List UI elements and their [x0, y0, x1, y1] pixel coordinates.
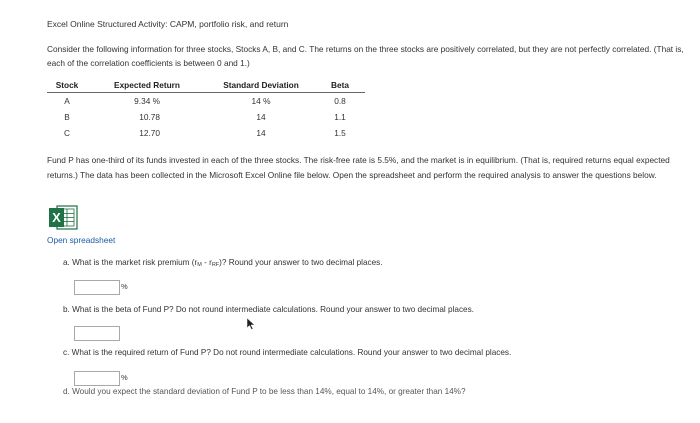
cell-expected-return: 10.78 — [139, 112, 160, 122]
table-row — [47, 109, 365, 125]
excel-icon[interactable] — [48, 205, 78, 230]
answer-a-input[interactable] — [74, 280, 120, 295]
question-a-prefix: a. What is the market risk premium (r — [63, 258, 198, 267]
cell-expected-return: 12.70 — [139, 128, 160, 138]
open-spreadsheet-link[interactable]: Open spreadsheet — [47, 235, 116, 245]
excel-icon-letter: X — [52, 210, 61, 225]
cell-standard-deviation: 14 — [256, 128, 266, 138]
fund-description: Fund P has one-third of its funds invested in each of the three stocks. The risk-free rate is 5.5%, and the market is in equilibrium. (That is, required returns equal expected returns.) The data has been collected in the Microsoft Excel Online file below. Open the spreadsheet and perform the required analysis to answer the questions below. — [47, 155, 670, 180]
question-a-mid: - r — [201, 258, 212, 267]
question-a-sub-m: M — [197, 262, 202, 268]
activity-title: Excel Online Structured Activity: CAPM, portfolio risk, and return — [47, 19, 289, 29]
cell-stock: A — [64, 96, 70, 106]
cell-standard-deviation: 14 — [256, 112, 266, 122]
cell-stock: C — [64, 128, 70, 138]
intro-text: Consider the following information for three stocks, Stocks A, B, and C. The returns on the three stocks are positively correlated, but they are not perfectly correlated. (That is, each of the correlation coefficients is between 0 and 1.) — [47, 44, 684, 68]
header-beta: Beta — [331, 80, 349, 90]
header-stock: Stock — [55, 80, 79, 90]
question-a-suffix: )? Round your answer to two decimal places. — [219, 258, 383, 267]
cell-beta: 0.8 — [334, 96, 346, 106]
cell-standard-deviation: 14 % — [251, 96, 271, 106]
table-row — [47, 93, 365, 110]
question-a — [63, 258, 383, 268]
question-d: d. Would you expect the standard deviation of Fund P to be less than 14%, equal to 14%, or greater than 14%? — [63, 387, 466, 396]
header-expected-return: Expected Return — [114, 80, 180, 90]
mouse-cursor-icon — [245, 318, 255, 330]
cell-stock: B — [64, 112, 70, 122]
answer-b-input[interactable] — [74, 326, 120, 341]
cell-beta: 1.5 — [334, 128, 346, 138]
stock-data-table — [47, 78, 365, 141]
header-standard-deviation: Standard Deviation — [223, 80, 299, 90]
answer-c-input[interactable] — [74, 371, 120, 386]
question-c: c. What is the required return of Fund P? Do not round intermediate calculations. Round your answer to two decimal places. — [63, 348, 512, 357]
question-a-sub-rf: RF — [211, 262, 220, 268]
answer-c-unit: % — [121, 373, 128, 382]
table-row — [47, 125, 365, 141]
question-b: b. What is the beta of Fund P? Do not round intermediate calculations. Round your answer to two decimal places. — [63, 305, 474, 314]
cell-expected-return: 9.34 % — [134, 96, 160, 106]
cell-beta: 1.1 — [334, 112, 346, 122]
answer-a-unit: % — [121, 282, 128, 291]
table-header-row — [47, 78, 365, 93]
